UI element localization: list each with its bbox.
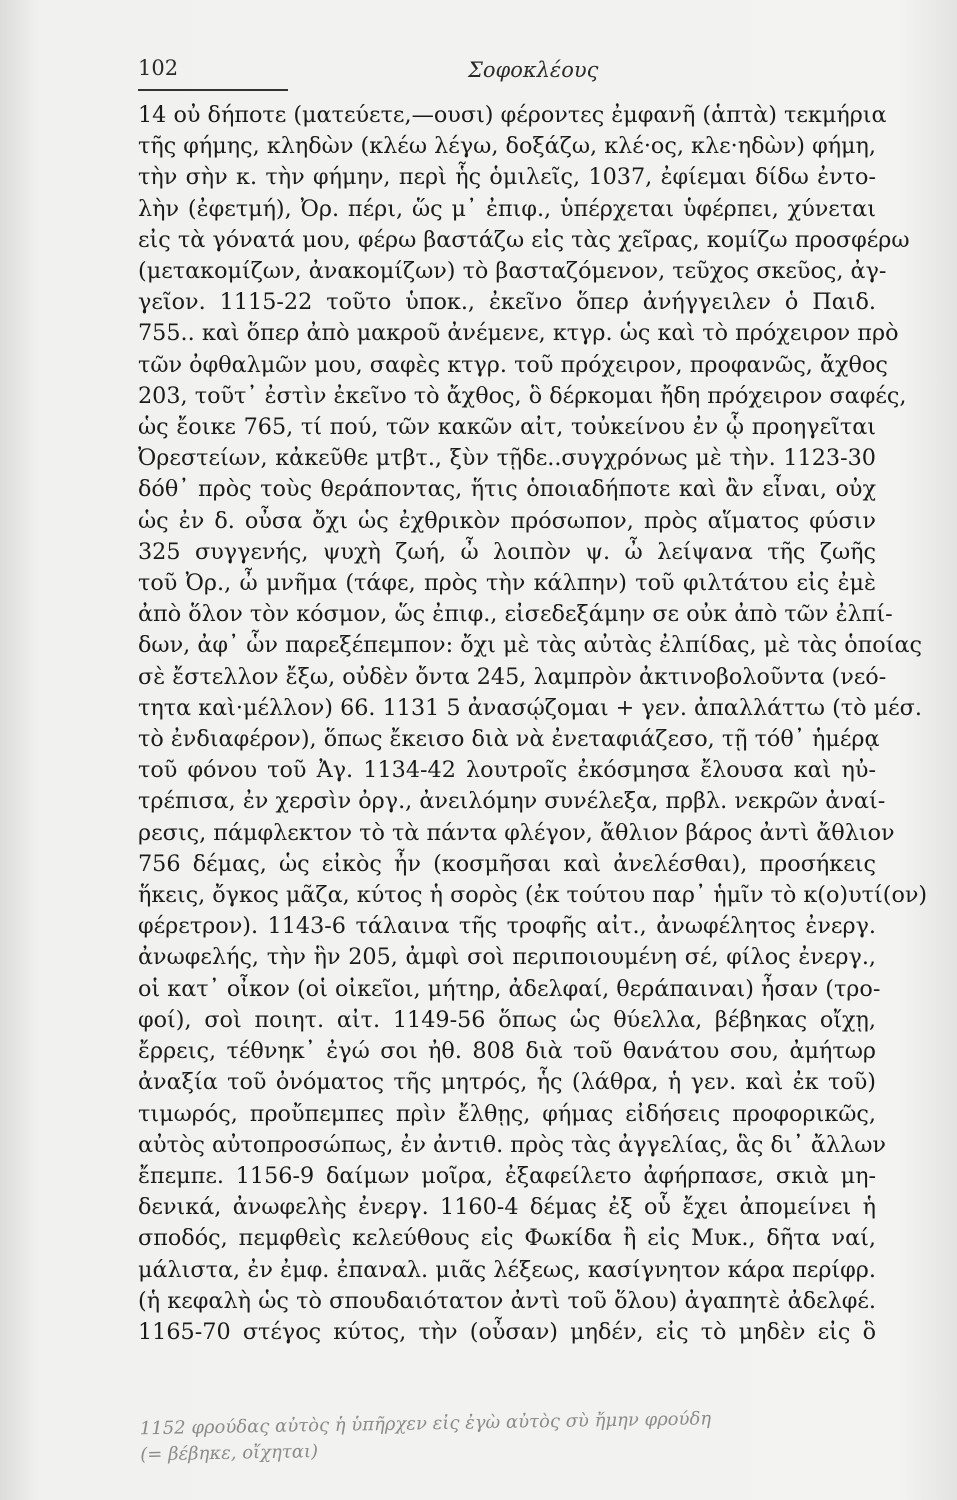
text-line: δενικά, ἀνωφελὴς ἐνεργ. 1160-4 δέμας ἐξ οὗ ἔχει ἀπομείνει ἡ xyxy=(138,1194,876,1221)
text-line: δων, ἀφ᾽ ὧν παρεξέπεμπον: ὄχι μὲ τὰς αὐτὰς ἐλπίδας, μὲ τὰς ὁποίας xyxy=(138,632,922,659)
text-line: μάλιστα, ἐν ἐμφ. ἐπαναλ. μιᾶς λέξεως, κασίγνητον κάρα περίφρ. xyxy=(138,1256,876,1283)
text-line: ἀνωφελής, τὴν ἣν 205, ἀμφὶ σοὶ περιποιουμένη σέ, φίλος ἐνεργ., xyxy=(138,944,876,971)
handwritten-annotation xyxy=(140,1404,861,1469)
page-number: 102 xyxy=(138,56,179,80)
text-line: ὡς ἔοικε 765, τί πού, τῶν κακῶν αἰτ, τοὐκείνου ἐν ᾧ προηγεῖται xyxy=(138,414,876,441)
text-line: φοί), σοὶ ποιητ. αἰτ. 1149-56 ὅπως ὡς θύελλα, βέβηκας οἴχῃ, xyxy=(138,1006,876,1033)
text-line: γεῖον. 1115-22 τοῦτο ὑποκ., ἐκεῖνο ὅπερ ἀνήγγειλεν ὁ Παιδ. xyxy=(138,289,876,316)
page-header xyxy=(138,56,908,96)
text-line: ἔπεμπε. 1156-9 δαίμων μοῖρα, ἐξαφείλετο ἀφήρπασε, σκιὰ μη- xyxy=(138,1162,876,1189)
text-line: φέρετρον). 1143-6 τάλαινα τῆς τροφῆς αἰτ., ἀνωφέλητος ἐνεργ. xyxy=(138,913,876,940)
text-line: σὲ ἔστελλον ἔξω, οὐδὲν ὄντα 245, λαμπρὸν ἀκτινοβολοῦντα (νεό- xyxy=(138,663,887,690)
commentary-text xyxy=(138,100,928,1348)
text-line: ἀναξία τοῦ ὀνόματος τῆς μητρός, ἧς (λάθρα, ἡ γεν. καὶ ἐκ τοῦ) xyxy=(138,1069,876,1096)
text-line: 14 οὐ δήποτε (ματεύετε,—ουσι) φέροντες ἐμφανῆ (ἁπτὰ) τεκμήρια xyxy=(138,102,887,128)
text-line: εἰς τὰ γόνατά μου, φέρω βαστάζω εἰς τὰς χεῖρας, κομίζω προσφέρω xyxy=(138,226,910,253)
text-line: δόθ᾽ πρὸς τοὺς θεράποντας, ἥτις ὁποιαδήποτε καὶ ἂν εἶναι, οὐχ xyxy=(138,476,876,503)
text-line: τητα καὶ·μέλλον) 66. 1131 5 ἀνασῴζομαι + γεν. ἀπαλλάττω (τὸ μέσ. xyxy=(138,694,922,721)
text-line: ἀπὸ ὅλον τὸν κόσμον, ὥς ἐπιφ., εἰσεδεξάμην σε οὐκ ἀπὸ τῶν ἐλπί- xyxy=(138,601,893,628)
text-line: ὡς ἐν δ. οὖσα ὄχι ὡς ἐχθρικὸν πρόσωπον, πρὸς αἵματος φύσιν xyxy=(138,507,876,534)
text-line: σποδός, πεμφθεὶς κελεύθους εἰς Φωκίδα ἢ εἰς Μυκ., δῆτα ναί, xyxy=(138,1225,876,1252)
header-rule xyxy=(138,89,288,91)
text-line: (ἡ κεφαλὴ ὡς τὸ σπουδαιότατον ἀντὶ τοῦ ὅλου) ἀγαπητὲ ἀδελφέ. xyxy=(138,1287,876,1314)
running-title: Σοφοκλέους xyxy=(468,58,599,82)
text-line: τὸ ἐνδιαφέρον), ὅπως ἔκεισο διὰ νὰ ἐνεταφιάζεσο, τῇ τόθ᾽ ἡμέρᾳ xyxy=(138,726,880,753)
text-line: 756 δέμας, ὡς εἰκὸς ἦν (κοσμῆσαι καὶ ἀνελέσθαι), προσήκεις xyxy=(138,850,876,877)
text-line: 203, τοῦτ᾽ ἐστὶν ἐκεῖνο τὸ ἄχθος, ὃ δέρκομαι ἤδη πρόχειρον σαφές, xyxy=(138,382,907,409)
handwritten-line: 1152 φρούδας αὐτὸς ἡ ὑπῆρχεν εἰς ἐγὼ αὐτὸς σὺ ἤμην φρούδη xyxy=(139,1408,712,1440)
text-line: λὴν (ἐφετμή), Ὀρ. πέρι, ὥς μ᾽ ἐπιφ., ὑπέρχεται ὑφέρπει, χύνεται xyxy=(138,195,876,222)
text-line: ἔρρεις, τέθνηκ᾽ ἐγώ σοι ἠθ. 808 διὰ τοῦ θανάτου σου, ἀμήτωρ xyxy=(138,1038,876,1065)
text-line: τιμωρός, προὔπεμπες πρὶν ἔλθῃς, φήμας εἰδήσεις προφορικῶς, xyxy=(138,1100,876,1127)
text-line: τῆς φήμης, κληδὼν (κλέω λέγω, δοξάζω, κλέ·ος, κλε·ηδὼν) φήμη, xyxy=(138,133,876,160)
text-line: 755.. καὶ ὅπερ ἀπὸ μακροῦ ἀνέμενε, κτγρ. ὡς καὶ τὸ πρόχειρον πρὸ xyxy=(138,320,899,347)
text-line: αὐτὸς αὐτοπροσώπως, ἐν ἀντιθ. πρὸς τὰς ἀγγελίας, ἃς δι᾽ ἄλλων xyxy=(138,1131,886,1158)
text-line: τοῦ Ὀρ., ὦ μνῆμα (τάφε, πρὸς τὴν κάλπην) τοῦ φιλτάτου εἰς ἐμὲ xyxy=(138,570,876,597)
text-line: τρέπισα, ἐν χερσὶν ὀργ., ἀνειλόμην συνέλεξα, πρβλ. νεκρῶν ἀναί- xyxy=(138,788,886,815)
text-line: 1165-70 στέγος κύτος, τὴν (οὖσαν) μηδέν, εἰς τὸ μηδὲν εἰς ὃ xyxy=(138,1318,876,1345)
text-line: τοῦ φόνου τοῦ Ἀγ. 1134-42 λουτροῖς ἐκόσμησα ἔλουσα καὶ ηὐ- xyxy=(138,757,876,784)
text-line: Ὀρεστείων, κἀκεῦθε μτβτ., ξὺν τῇδε..συγχρόνως μὲ τὴν. 1123-30 xyxy=(138,445,876,472)
handwritten-line: (= βέβηκε, οἴχηται) xyxy=(140,1441,319,1466)
text-line: (μετακομίζων, ἀνακομίζων) τὸ βασταζόμενον, τεῦχος σκεῦος, ἀγ- xyxy=(138,258,887,285)
text-line: 325 συγγενής, ψυχὴ ζωή, ὦ λοιπὸν ψ. ὦ λείψανα τῆς ζωῆς xyxy=(138,538,876,565)
text-line: ἥκεις, ὄγκος μᾶζα, κύτος ἡ σορὸς (ἐκ τούτου παρ᾽ ἡμῖν τὸ κ(ο)υτί(ον) xyxy=(138,882,928,909)
text-line: τῶν ὀφθαλμῶν μου, σαφὲς κτγρ. τοῦ πρόχειρον, προφανῶς, ἄχθος xyxy=(138,351,888,378)
text-line: οἱ κατ᾽ οἶκον (οἱ οἰκεῖοι, μήτηρ, ἀδελφαί, θεράπαιναι) ἦσαν (τρο- xyxy=(138,975,881,1002)
text-line: τὴν σὴν κ. τὴν φήμην, περὶ ἧς ὁμιλεῖς, 1037, ἐφίεμαι δίδω ἐντο- xyxy=(138,164,876,191)
text-line: ρεσις, πάμφλεκτον τὸ τὰ πάντα φλέγον, ἄθλιον βάρος ἀντὶ ἄθλιον xyxy=(138,819,895,846)
